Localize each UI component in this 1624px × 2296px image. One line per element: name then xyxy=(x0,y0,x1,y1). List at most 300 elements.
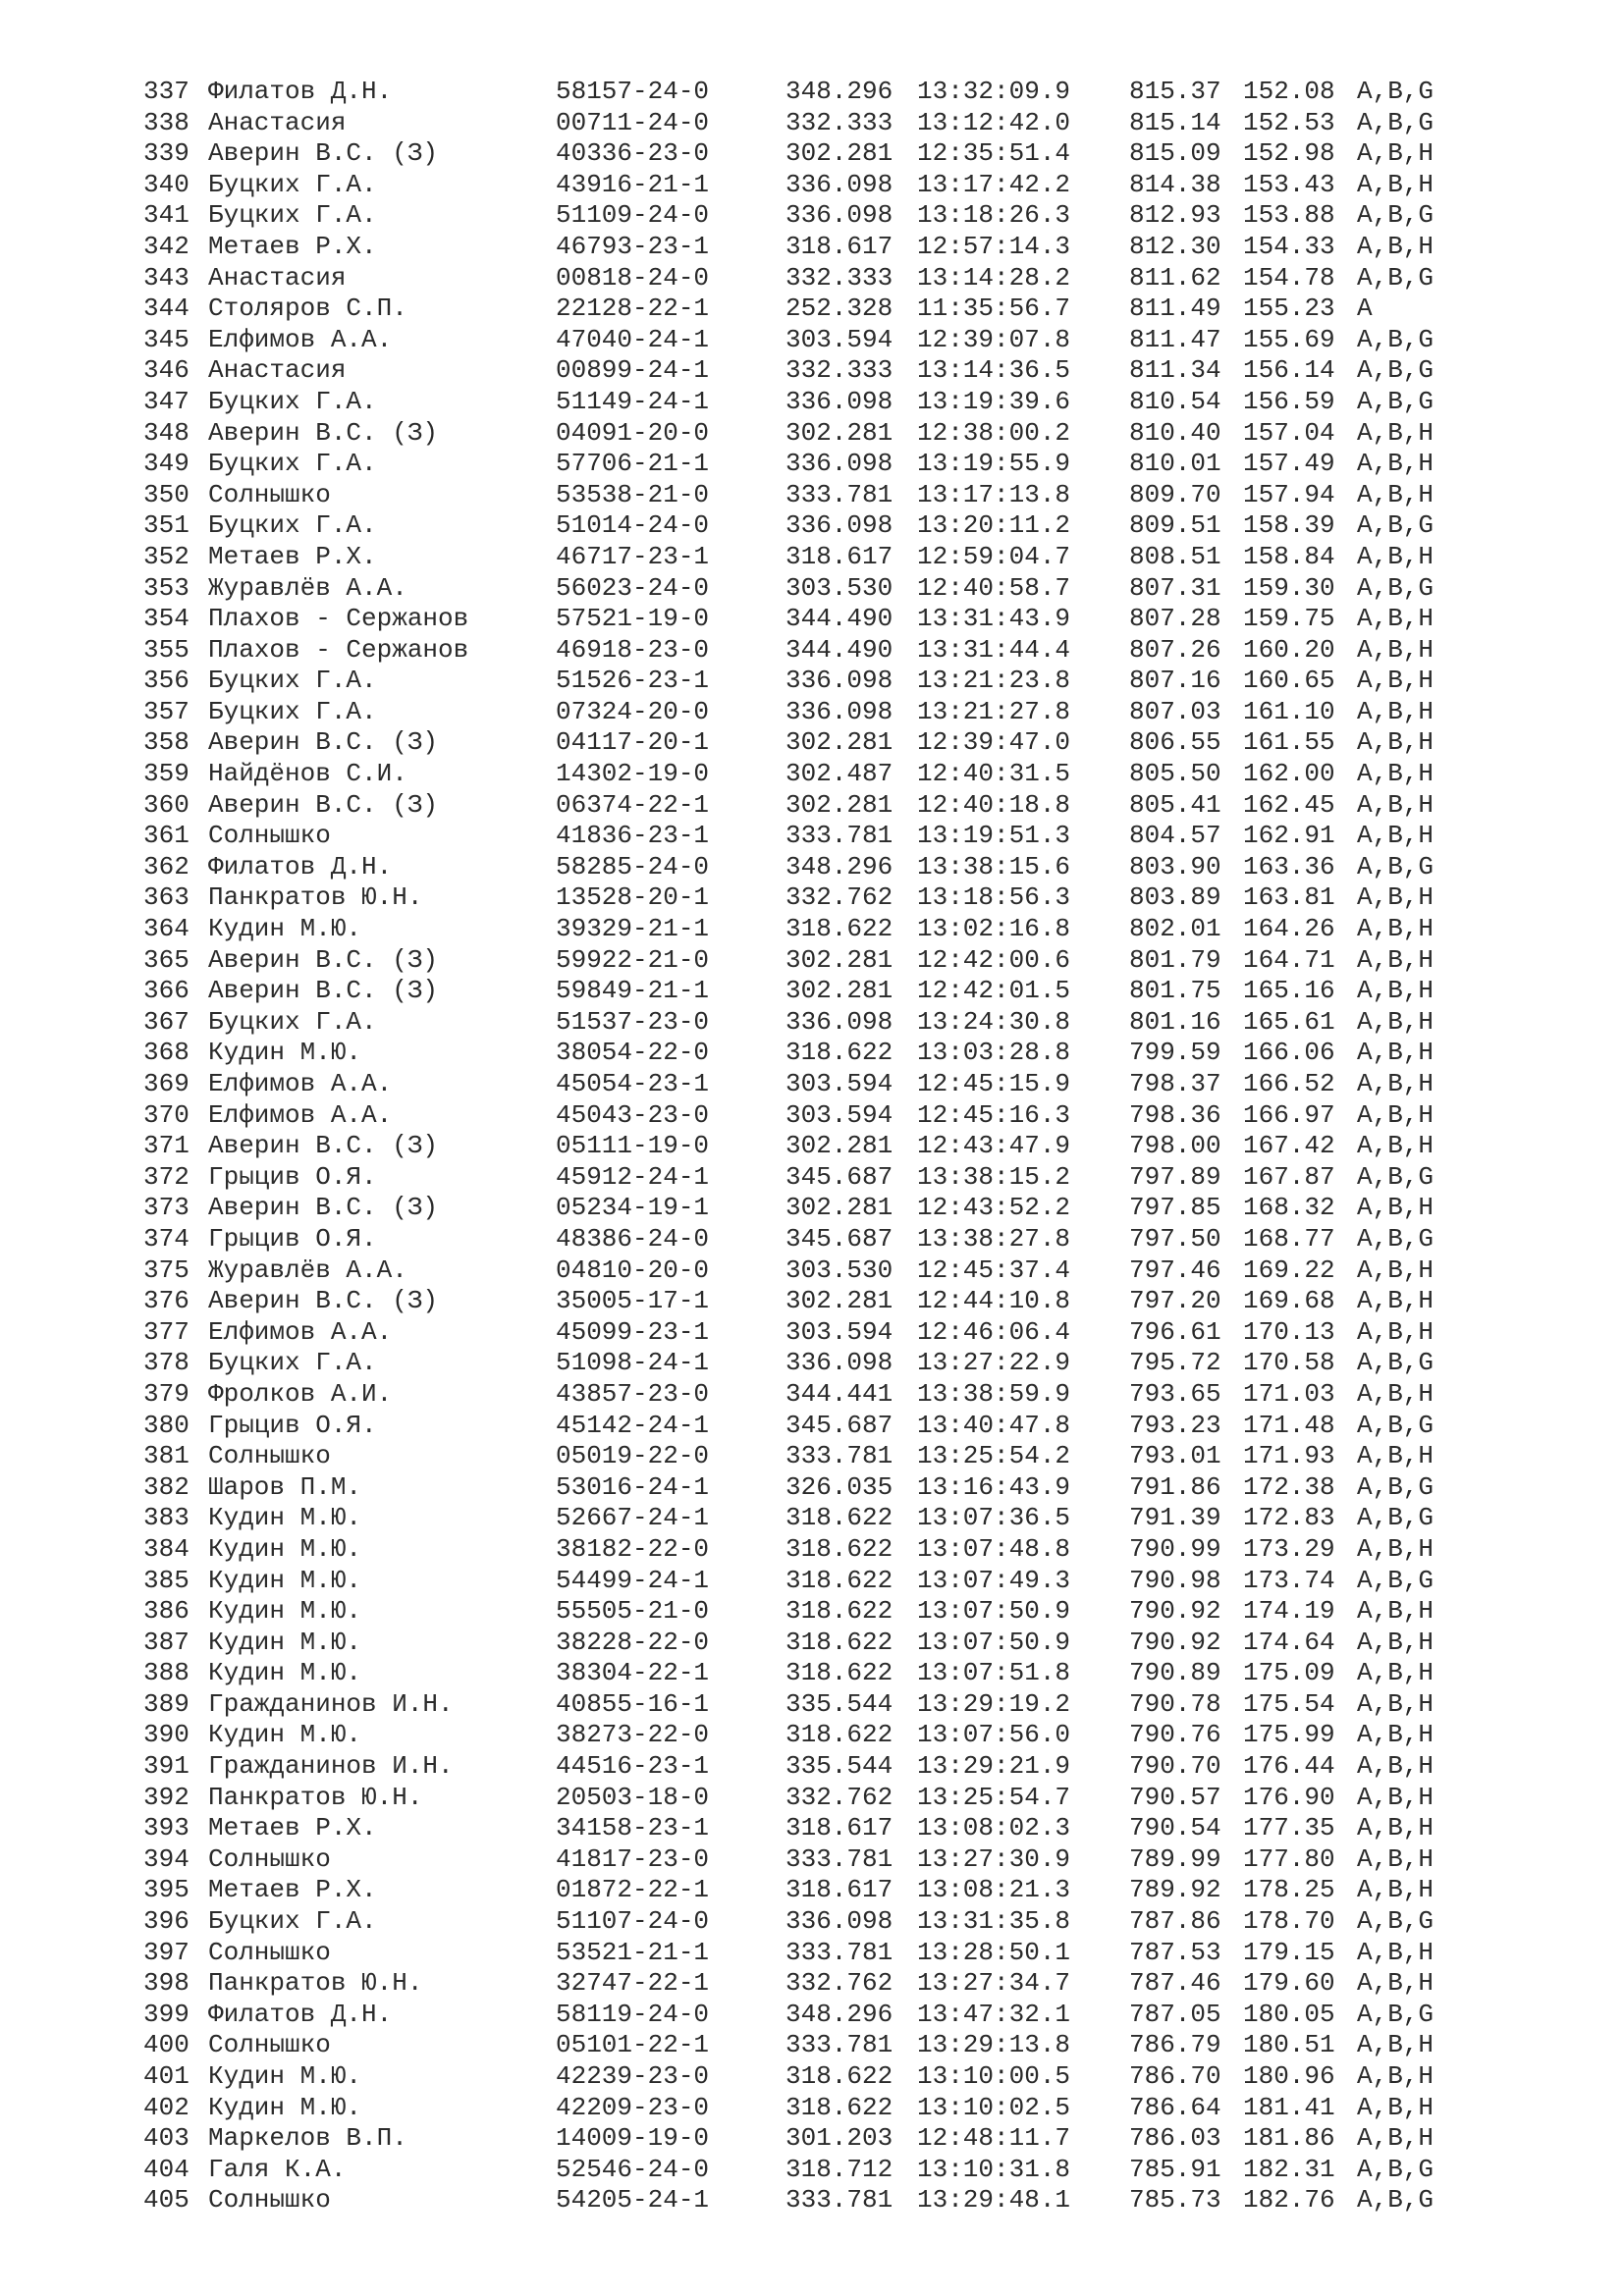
result-cat: A,B,H xyxy=(1357,1968,1435,1999)
result-speed: 807.28 xyxy=(1129,604,1221,634)
result-coef: 179.60 xyxy=(1243,1968,1335,1999)
result-speed: 803.89 xyxy=(1129,882,1221,913)
result-ring: 07324-20-0 xyxy=(556,696,710,726)
result-cat: A,B,H xyxy=(1357,1843,1435,1874)
result-dist: 318.622 xyxy=(785,914,893,944)
result-ring: 05234-19-1 xyxy=(556,1193,710,1223)
result-coef: 155.69 xyxy=(1243,324,1335,354)
result-ring: 05101-22-1 xyxy=(556,2030,710,2060)
result-time: 13:32:09.9 xyxy=(917,77,1071,106)
result-dist: 332.333 xyxy=(785,262,893,293)
result-name: Плахов - Сержанов xyxy=(208,604,469,634)
result-speed: 786.03 xyxy=(1129,2123,1221,2154)
result-name: Кудин М.Ю. xyxy=(208,914,362,944)
result-name: Грыцив О.Я. xyxy=(208,1161,377,1192)
result-cat: A,B,H xyxy=(1357,1316,1435,1347)
result-cat: A,B,H xyxy=(1357,1006,1435,1037)
result-speed: 786.64 xyxy=(1129,2092,1221,2122)
result-pos: 354 xyxy=(143,604,189,634)
result-time: 12:42:01.5 xyxy=(917,976,1071,1006)
result-cat: A,B,H xyxy=(1357,479,1435,509)
result-pos: 379 xyxy=(143,1378,189,1409)
result-pos: 348 xyxy=(143,417,189,448)
result-row xyxy=(143,418,1459,450)
result-speed: 806.55 xyxy=(1129,727,1221,758)
result-cat: A,B,G xyxy=(1357,262,1435,293)
result-cat: A,B,G xyxy=(1357,1503,1435,1533)
result-row xyxy=(143,1069,1459,1100)
result-cat: A,B,H xyxy=(1357,976,1435,1006)
result-name: Аверин В.С. (З) xyxy=(208,976,439,1006)
result-row xyxy=(143,945,1459,977)
result-ring: 58119-24-0 xyxy=(556,1999,710,2029)
result-name: Грыцив О.Я. xyxy=(208,1223,377,1254)
result-name: Кудин М.Ю. xyxy=(208,1503,362,1533)
result-dist: 348.296 xyxy=(785,851,893,881)
result-dist: 333.781 xyxy=(785,2030,893,2060)
result-row xyxy=(143,976,1459,1007)
result-cat: A,B,G xyxy=(1357,1999,1435,2029)
result-row xyxy=(143,1007,1459,1039)
result-cat: A,B,H xyxy=(1357,1193,1435,1223)
result-ring: 40855-16-1 xyxy=(556,1688,710,1719)
result-row xyxy=(143,635,1459,667)
result-name: Солнышко xyxy=(208,1441,331,1471)
result-cat: A,B,H xyxy=(1357,1099,1435,1130)
result-coef: 175.99 xyxy=(1243,1720,1335,1750)
result-dist: 318.622 xyxy=(785,1627,893,1657)
result-cat: A,B,H xyxy=(1357,1131,1435,1161)
result-row xyxy=(143,852,1459,883)
result-dist: 336.098 xyxy=(785,1906,893,1937)
result-coef: 173.29 xyxy=(1243,1533,1335,1564)
result-cat: A,B,H xyxy=(1357,417,1435,448)
result-dist: 303.594 xyxy=(785,324,893,354)
result-ring: 45054-23-1 xyxy=(556,1069,710,1098)
result-coef: 169.22 xyxy=(1243,1255,1335,1285)
result-time: 13:29:48.1 xyxy=(917,2185,1071,2216)
result-speed: 810.01 xyxy=(1129,449,1221,479)
result-row xyxy=(143,1255,1459,1287)
result-time: 13:47:32.1 xyxy=(917,1999,1071,2029)
result-pos: 361 xyxy=(143,821,189,851)
result-dist: 252.328 xyxy=(785,294,893,324)
result-ring: 53521-21-1 xyxy=(556,1937,710,1967)
result-row xyxy=(143,2061,1459,2093)
result-coef: 163.81 xyxy=(1243,882,1335,913)
result-row xyxy=(143,1411,1459,1442)
result-name: Солнышко xyxy=(208,1843,331,1874)
result-row xyxy=(143,1441,1459,1472)
result-cat: A,B,G xyxy=(1357,355,1435,386)
result-speed: 811.62 xyxy=(1129,262,1221,293)
result-name: Кудин М.Ю. xyxy=(208,1720,362,1750)
result-coef: 158.39 xyxy=(1243,510,1335,541)
result-time: 13:24:30.8 xyxy=(917,1006,1071,1037)
result-cat: A,B,H xyxy=(1357,449,1435,479)
result-dist: 318.622 xyxy=(785,2092,893,2122)
result-pos: 399 xyxy=(143,1999,189,2029)
result-name: Плахов - Сержанов xyxy=(208,634,469,665)
result-speed: 791.39 xyxy=(1129,1503,1221,1533)
result-cat: A,B,H xyxy=(1357,759,1435,789)
result-ring: 45043-23-0 xyxy=(556,1099,710,1130)
result-dist: 336.098 xyxy=(785,1348,893,1378)
result-dist: 302.281 xyxy=(785,1131,893,1161)
result-speed: 812.30 xyxy=(1129,231,1221,261)
result-time: 12:43:47.9 xyxy=(917,1131,1071,1161)
result-ring: 45099-23-1 xyxy=(556,1316,710,1347)
result-row xyxy=(143,1968,1459,2000)
result-dist: 345.687 xyxy=(785,1161,893,1192)
result-time: 13:14:28.2 xyxy=(917,262,1071,293)
result-name: Панкратов Ю.Н. xyxy=(208,882,423,913)
result-row xyxy=(143,1162,1459,1194)
result-row xyxy=(143,1938,1459,1969)
result-speed: 787.53 xyxy=(1129,1937,1221,1967)
result-time: 13:07:50.9 xyxy=(917,1627,1071,1657)
result-dist: 332.333 xyxy=(785,107,893,137)
result-row xyxy=(143,108,1459,139)
result-pos: 393 xyxy=(143,1813,189,1843)
result-name: Кудин М.Ю. xyxy=(208,1627,362,1657)
result-time: 12:46:06.4 xyxy=(917,1316,1071,1347)
result-time: 13:25:54.7 xyxy=(917,1782,1071,1812)
result-time: 13:07:48.8 xyxy=(917,1533,1071,1564)
result-time: 13:27:22.9 xyxy=(917,1348,1071,1378)
result-time: 13:29:21.9 xyxy=(917,1751,1071,1782)
result-ring: 04117-20-1 xyxy=(556,727,710,758)
result-pos: 374 xyxy=(143,1223,189,1254)
result-ring: 52667-24-1 xyxy=(556,1503,710,1533)
result-name: Буцких Г.А. xyxy=(208,169,377,199)
result-coef: 155.23 xyxy=(1243,294,1335,324)
result-coef: 182.31 xyxy=(1243,2154,1335,2184)
result-name: Буцких Г.А. xyxy=(208,696,377,726)
result-dist: 303.594 xyxy=(785,1069,893,1098)
result-coef: 165.16 xyxy=(1243,976,1335,1006)
result-dist: 318.622 xyxy=(785,1503,893,1533)
result-coef: 175.09 xyxy=(1243,1658,1335,1688)
result-pos: 397 xyxy=(143,1937,189,1967)
result-row xyxy=(143,294,1459,325)
result-row xyxy=(143,77,1459,108)
result-row xyxy=(143,232,1459,263)
result-cat: A,B,H xyxy=(1357,604,1435,634)
result-row xyxy=(143,2030,1459,2061)
result-row xyxy=(143,1628,1459,1659)
result-speed: 807.31 xyxy=(1129,572,1221,603)
result-time: 13:02:16.8 xyxy=(917,914,1071,944)
result-time: 11:35:56.7 xyxy=(917,294,1071,324)
result-row xyxy=(143,1379,1459,1411)
result-cat: A,B,H xyxy=(1357,666,1435,696)
result-pos: 360 xyxy=(143,789,189,820)
result-ring: 47040-24-1 xyxy=(556,324,710,354)
result-speed: 811.34 xyxy=(1129,355,1221,386)
result-pos: 392 xyxy=(143,1782,189,1812)
result-cat: A,B,G xyxy=(1357,1410,1435,1440)
result-speed: 809.51 xyxy=(1129,510,1221,541)
result-ring: 40336-23-0 xyxy=(556,138,710,169)
result-dist: 333.781 xyxy=(785,821,893,851)
result-cat: A,B,G xyxy=(1357,851,1435,881)
result-pos: 373 xyxy=(143,1193,189,1223)
result-name: Солнышко xyxy=(208,1937,331,1967)
result-ring: 35005-17-1 xyxy=(556,1286,710,1316)
result-dist: 336.098 xyxy=(785,696,893,726)
result-name: Гражданинов И.Н. xyxy=(208,1688,454,1719)
result-speed: 811.49 xyxy=(1129,294,1221,324)
result-speed: 785.73 xyxy=(1129,2185,1221,2216)
result-coef: 180.51 xyxy=(1243,2030,1335,2060)
result-ring: 46717-23-1 xyxy=(556,541,710,571)
result-row xyxy=(143,821,1459,852)
result-pos: 342 xyxy=(143,231,189,261)
result-pos: 372 xyxy=(143,1161,189,1192)
result-dist: 302.281 xyxy=(785,138,893,169)
result-cat: A,B,G xyxy=(1357,1348,1435,1378)
result-speed: 810.40 xyxy=(1129,417,1221,448)
result-ring: 51537-23-0 xyxy=(556,1006,710,1037)
result-name: Анастасия xyxy=(208,107,347,137)
result-ring: 43916-21-1 xyxy=(556,169,710,199)
result-time: 13:38:27.8 xyxy=(917,1223,1071,1254)
result-coef: 159.75 xyxy=(1243,604,1335,634)
result-name: Аверин В.С. (З) xyxy=(208,727,439,758)
result-cat: A,B,H xyxy=(1357,1720,1435,1750)
result-ring: 46793-23-1 xyxy=(556,231,710,261)
result-name: Елфимов А.А. xyxy=(208,1069,393,1098)
result-cat: A,B,G xyxy=(1357,77,1435,106)
result-name: Гражданинов И.Н. xyxy=(208,1751,454,1782)
result-row xyxy=(143,1503,1459,1534)
result-pos: 367 xyxy=(143,1006,189,1037)
result-dist: 345.687 xyxy=(785,1410,893,1440)
result-coef: 171.48 xyxy=(1243,1410,1335,1440)
result-cat: A,B,H xyxy=(1357,882,1435,913)
result-dist: 302.281 xyxy=(785,976,893,1006)
result-dist: 333.781 xyxy=(785,1937,893,1967)
result-speed: 802.01 xyxy=(1129,914,1221,944)
result-pos: 389 xyxy=(143,1688,189,1719)
result-dist: 318.617 xyxy=(785,231,893,261)
result-row xyxy=(143,449,1459,480)
result-ring: 54205-24-1 xyxy=(556,2185,710,2216)
result-name: Кудин М.Ю. xyxy=(208,2092,362,2122)
result-pos: 346 xyxy=(143,355,189,386)
result-ring: 14302-19-0 xyxy=(556,759,710,789)
result-coef: 174.19 xyxy=(1243,1596,1335,1627)
result-ring: 45912-24-1 xyxy=(556,1161,710,1192)
result-pos: 394 xyxy=(143,1843,189,1874)
result-ring: 38054-22-0 xyxy=(556,1038,710,1068)
result-pos: 386 xyxy=(143,1596,189,1627)
result-coef: 171.93 xyxy=(1243,1441,1335,1471)
result-name: Аверин В.С. (З) xyxy=(208,1131,439,1161)
result-ring: 04091-20-0 xyxy=(556,417,710,448)
result-dist: 318.622 xyxy=(785,2061,893,2091)
result-row xyxy=(143,200,1459,232)
result-dist: 344.490 xyxy=(785,604,893,634)
result-name: Журавлёв А.А. xyxy=(208,572,407,603)
result-cat: A,B,H xyxy=(1357,2123,1435,2154)
result-ring: 38182-22-0 xyxy=(556,1533,710,1564)
result-coef: 167.87 xyxy=(1243,1161,1335,1192)
result-pos: 350 xyxy=(143,479,189,509)
result-pos: 352 xyxy=(143,541,189,571)
result-name: Буцких Г.А. xyxy=(208,1906,377,1937)
result-name: Буцких Г.А. xyxy=(208,510,377,541)
result-dist: 318.712 xyxy=(785,2154,893,2184)
result-ring: 55505-21-0 xyxy=(556,1596,710,1627)
result-pos: 337 xyxy=(143,77,189,106)
result-pos: 398 xyxy=(143,1968,189,1999)
result-speed: 791.86 xyxy=(1129,1471,1221,1502)
result-row xyxy=(143,355,1459,387)
result-name: Кудин М.Ю. xyxy=(208,1038,362,1068)
result-cat: A,B,H xyxy=(1357,1255,1435,1285)
result-name: Солнышко xyxy=(208,479,331,509)
result-row xyxy=(143,510,1459,542)
result-name: Буцких Г.А. xyxy=(208,1006,377,1037)
result-pos: 382 xyxy=(143,1471,189,1502)
result-name: Аверин В.С. (З) xyxy=(208,1286,439,1316)
result-name: Кудин М.Ю. xyxy=(208,1565,362,1595)
result-ring: 13528-20-1 xyxy=(556,882,710,913)
result-row xyxy=(143,2123,1459,2155)
result-time: 12:39:07.8 xyxy=(917,324,1071,354)
result-name: Буцких Г.А. xyxy=(208,449,377,479)
result-row xyxy=(143,573,1459,605)
result-cat: A,B,G xyxy=(1357,107,1435,137)
result-dist: 302.281 xyxy=(785,417,893,448)
result-cat: A,B,H xyxy=(1357,2092,1435,2122)
result-cat: A,B,H xyxy=(1357,1875,1435,1905)
result-pos: 357 xyxy=(143,696,189,726)
result-pos: 347 xyxy=(143,386,189,416)
result-pos: 363 xyxy=(143,882,189,913)
result-dist: 318.617 xyxy=(785,1875,893,1905)
result-coef: 176.44 xyxy=(1243,1751,1335,1782)
result-speed: 787.46 xyxy=(1129,1968,1221,1999)
result-time: 13:07:50.9 xyxy=(917,1596,1071,1627)
result-row xyxy=(143,1348,1459,1379)
result-time: 13:07:56.0 xyxy=(917,1720,1071,1750)
result-ring: 56023-24-0 xyxy=(556,572,710,603)
result-ring: 53538-21-0 xyxy=(556,479,710,509)
result-time: 13:10:02.5 xyxy=(917,2092,1071,2122)
result-ring: 38304-22-1 xyxy=(556,1658,710,1688)
result-row xyxy=(143,882,1459,914)
result-pos: 385 xyxy=(143,1565,189,1595)
result-time: 12:40:18.8 xyxy=(917,789,1071,820)
result-pos: 380 xyxy=(143,1410,189,1440)
result-cat: A,B,H xyxy=(1357,1378,1435,1409)
result-dist: 318.622 xyxy=(785,1038,893,1068)
result-dist: 333.781 xyxy=(785,2185,893,2216)
result-cat: A,B,H xyxy=(1357,1038,1435,1068)
result-ring: 54499-24-1 xyxy=(556,1565,710,1595)
result-coef: 181.41 xyxy=(1243,2092,1335,2122)
result-row xyxy=(143,914,1459,945)
result-speed: 787.86 xyxy=(1129,1906,1221,1937)
result-pos: 343 xyxy=(143,262,189,293)
result-speed: 790.89 xyxy=(1129,1658,1221,1688)
result-cat: A,B,G xyxy=(1357,2154,1435,2184)
result-pos: 390 xyxy=(143,1720,189,1750)
result-coef: 166.06 xyxy=(1243,1038,1335,1068)
result-pos: 381 xyxy=(143,1441,189,1471)
result-dist: 336.098 xyxy=(785,200,893,231)
result-time: 12:39:47.0 xyxy=(917,727,1071,758)
result-coef: 161.10 xyxy=(1243,696,1335,726)
result-cat: A,B,H xyxy=(1357,1627,1435,1657)
result-time: 13:29:19.2 xyxy=(917,1688,1071,1719)
result-pos: 351 xyxy=(143,510,189,541)
result-coef: 176.90 xyxy=(1243,1782,1335,1812)
result-dist: 336.098 xyxy=(785,510,893,541)
result-time: 12:40:58.7 xyxy=(917,572,1071,603)
result-speed: 790.54 xyxy=(1129,1813,1221,1843)
result-row xyxy=(143,2155,1459,2186)
result-speed: 807.03 xyxy=(1129,696,1221,726)
result-speed: 805.50 xyxy=(1129,759,1221,789)
result-pos: 377 xyxy=(143,1316,189,1347)
result-cat: A,B,G xyxy=(1357,200,1435,231)
result-cat: A,B,G xyxy=(1357,1471,1435,1502)
result-coef: 164.71 xyxy=(1243,944,1335,975)
result-name: Буцких Г.А. xyxy=(208,386,377,416)
result-time: 13:28:50.1 xyxy=(917,1937,1071,1967)
result-dist: 333.781 xyxy=(785,1843,893,1874)
result-speed: 786.70 xyxy=(1129,2061,1221,2091)
result-dist: 332.762 xyxy=(785,1782,893,1812)
result-speed: 793.65 xyxy=(1129,1378,1221,1409)
result-cat: A,B,H xyxy=(1357,944,1435,975)
result-dist: 318.622 xyxy=(785,1596,893,1627)
result-ring: 41817-23-0 xyxy=(556,1843,710,1874)
result-coef: 166.97 xyxy=(1243,1099,1335,1130)
result-coef: 153.43 xyxy=(1243,169,1335,199)
result-time: 13:07:51.8 xyxy=(917,1658,1071,1688)
result-row xyxy=(143,1286,1459,1317)
result-row xyxy=(143,2000,1459,2031)
result-cat: A,B,H xyxy=(1357,1813,1435,1843)
result-row xyxy=(143,325,1459,356)
result-row xyxy=(143,1813,1459,1844)
result-pos: 383 xyxy=(143,1503,189,1533)
result-pos: 345 xyxy=(143,324,189,354)
result-ring: 41836-23-1 xyxy=(556,821,710,851)
result-pos: 368 xyxy=(143,1038,189,1068)
result-pos: 370 xyxy=(143,1099,189,1130)
result-coef: 156.59 xyxy=(1243,386,1335,416)
result-cat: A,B,G xyxy=(1357,510,1435,541)
result-dist: 345.687 xyxy=(785,1223,893,1254)
result-speed: 793.01 xyxy=(1129,1441,1221,1471)
result-speed: 805.41 xyxy=(1129,789,1221,820)
result-speed: 803.90 xyxy=(1129,851,1221,881)
result-ring: 34158-23-1 xyxy=(556,1813,710,1843)
result-ring: 58157-24-0 xyxy=(556,77,710,106)
result-coef: 153.88 xyxy=(1243,200,1335,231)
result-coef: 168.32 xyxy=(1243,1193,1335,1223)
result-coef: 164.26 xyxy=(1243,914,1335,944)
result-coef: 159.30 xyxy=(1243,572,1335,603)
result-pos: 401 xyxy=(143,2061,189,2091)
result-time: 13:07:49.3 xyxy=(917,1565,1071,1595)
